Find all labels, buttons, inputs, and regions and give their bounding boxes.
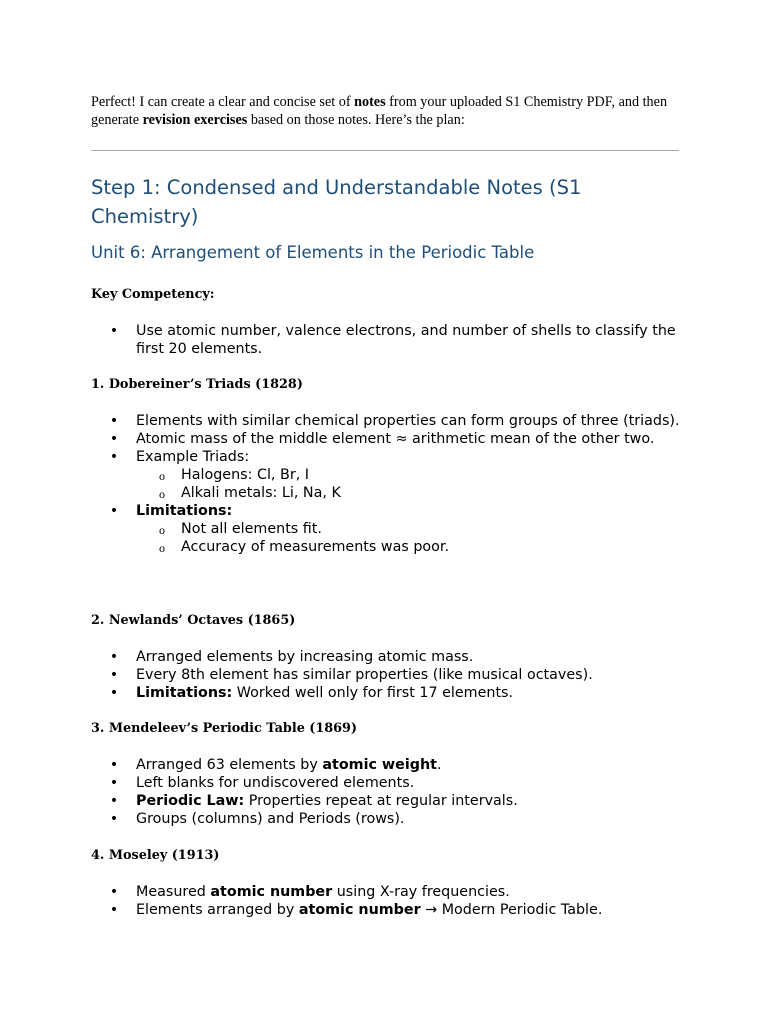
list-item-text: → Modern Periodic Table. — [420, 902, 603, 918]
bullet-icon: • — [109, 685, 119, 701]
sub-list-item-text: Halogens: Cl, Br, I — [181, 467, 310, 483]
circle-bullet-icon: o — [159, 523, 165, 537]
list-item-text: Properties repeat at regular intervals. — [244, 793, 518, 809]
list-item-text: . — [436, 757, 442, 773]
circle-bullet-icon: o — [159, 541, 165, 555]
list-item-text: Left blanks for undiscovered elements. — [136, 775, 415, 791]
list-item — [108, 666, 688, 684]
sub-list-item — [136, 520, 688, 538]
list-item-text: using X-ray frequencies. — [332, 884, 510, 900]
newlands-list — [108, 648, 688, 702]
sub-list-item — [136, 466, 688, 484]
key-competency-list — [108, 322, 688, 358]
list-item — [108, 430, 688, 448]
list-item-text: Groups (columns) and Periods (rows). — [136, 811, 405, 827]
list-item-text: Example Triads: — [136, 449, 250, 465]
list-item-bold: atomic weight — [322, 757, 437, 773]
intro-text-1: Perfect! I can create a clear and concise set of — [91, 94, 355, 110]
intro-paragraph — [91, 94, 691, 129]
unit-title: Unit 6: Arrangement of Elements in the Periodic Table — [91, 243, 535, 262]
list-item — [108, 774, 688, 792]
bullet-icon: • — [109, 449, 119, 465]
list-item-text: Elements with similar chemical properties can form groups of three (triads). — [136, 413, 680, 429]
bullet-icon: • — [109, 503, 119, 519]
intro-bold-revision: revision exercises — [142, 111, 248, 128]
sub-list-item-text: Not all elements fit. — [181, 521, 322, 537]
bullet-icon: • — [109, 775, 119, 791]
list-item-text: Arranged 63 elements by — [136, 757, 323, 773]
list-item-text: Measured — [136, 884, 211, 900]
bullet-icon: • — [109, 757, 119, 773]
moseley-heading: 4. Moseley (1913) — [91, 848, 220, 863]
key-competency-heading: Key Competency: — [91, 287, 215, 302]
step-title: Step 1: Condensed and Understandable Notes (S1 Chemistry) — [91, 176, 582, 228]
dobereiner-list — [108, 412, 688, 556]
intro-bold-notes: notes — [354, 94, 386, 110]
circle-bullet-icon: o — [159, 487, 165, 501]
horizontal-divider — [91, 150, 679, 151]
limitations-list — [136, 520, 688, 556]
list-item-text: Arranged elements by increasing atomic mass. — [136, 649, 474, 665]
list-item — [108, 756, 688, 774]
sub-list-item — [136, 484, 688, 502]
sub-list-item — [136, 538, 688, 556]
list-item-bold: atomic number — [210, 884, 333, 900]
list-item — [108, 412, 688, 430]
bullet-icon: • — [109, 649, 119, 665]
list-item-bold: atomic number — [298, 902, 421, 918]
example-triads-list — [136, 466, 688, 502]
limitations-label: Limitations: — [136, 503, 233, 519]
sub-list-item-text: Alkali metals: Li, Na, K — [181, 485, 341, 501]
list-item — [108, 648, 688, 666]
bullet-icon: • — [109, 793, 119, 809]
bullet-icon: • — [109, 902, 119, 918]
list-item-text: Worked well only for first 17 elements. — [232, 685, 514, 701]
list-item — [108, 502, 688, 556]
list-item-text: Every 8th element has similar properties (like musical octaves). — [136, 667, 593, 683]
bullet-icon: • — [109, 667, 119, 683]
bullet-icon: • — [109, 323, 119, 339]
bullet-icon: • — [109, 431, 119, 447]
list-item-text: Use atomic number, valence electrons, and number of shells to classify the first 20 elements. — [136, 323, 676, 357]
list-item — [108, 792, 688, 810]
limitations-label: Limitations: — [136, 685, 233, 701]
circle-bullet-icon: o — [159, 469, 165, 483]
list-item — [108, 883, 688, 901]
sub-list-item-text: Accuracy of measurements was poor. — [181, 539, 450, 555]
intro-text-3: based on those notes. Here’s the plan: — [247, 111, 465, 128]
list-item-text: Elements arranged by — [136, 902, 299, 918]
bullet-icon: • — [109, 884, 119, 900]
bullet-icon: • — [109, 811, 119, 827]
periodic-law-label: Periodic Law: — [136, 793, 245, 809]
mendeleev-heading: 3. Mendeleev’s Periodic Table (1869) — [91, 721, 358, 736]
bullet-icon: • — [109, 413, 119, 429]
list-item-text: Atomic mass of the middle element ≈ arithmetic mean of the other two. — [136, 431, 655, 447]
list-item — [108, 322, 688, 358]
mendeleev-list — [108, 756, 688, 828]
dobereiner-heading: 1. Dobereiner’s Triads (1828) — [91, 377, 303, 392]
intro-text-2: from your uploaded S1 Chemistry PDF, and then generate — [91, 94, 668, 128]
list-item — [108, 810, 688, 828]
list-item — [108, 448, 688, 502]
newlands-heading: 2. Newlands’ Octaves (1865) — [91, 613, 296, 628]
list-item — [108, 684, 688, 702]
list-item — [108, 901, 688, 919]
moseley-list — [108, 883, 688, 919]
